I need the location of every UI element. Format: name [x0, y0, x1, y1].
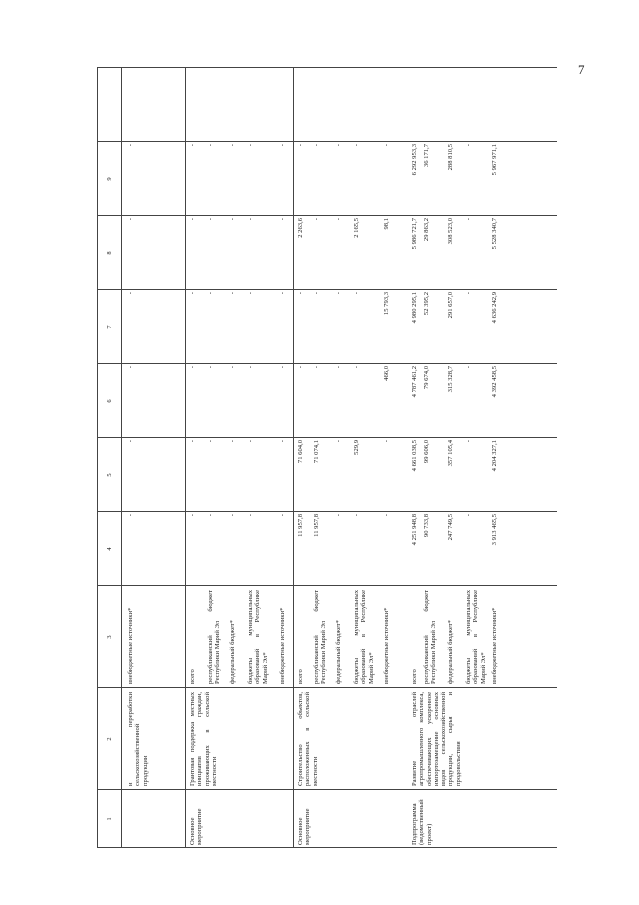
table-cell-value: - [207, 218, 214, 221]
table-cell-value: - [335, 144, 342, 147]
col-border [97, 585, 557, 586]
table-cell-value: - [127, 218, 134, 221]
table-cell-value: - [229, 292, 236, 295]
funding-source: бюджеты муниципальных образований в Республике Марий Эл* [465, 590, 487, 684]
col-border [97, 789, 557, 790]
table-cell-value: - [279, 292, 286, 295]
table-cell-value: - [279, 440, 286, 443]
table-cell-value: 4 392 458,5 [491, 366, 498, 398]
header-col-9: 9 [106, 177, 113, 181]
table-cell-value: 4 204 327,1 [491, 440, 498, 472]
table-cell-value: - [279, 144, 286, 147]
table-cell-value: 98,1 [383, 218, 390, 230]
table-cell-value: - [297, 366, 304, 369]
block-border [185, 68, 186, 848]
table-cell-value: - [127, 144, 134, 147]
table-cell-value: 15 793,3 [383, 292, 390, 316]
table-cell-value: - [207, 514, 214, 517]
table-cell-value: - [189, 440, 196, 443]
header-col-6: 6 [106, 399, 113, 403]
col-border [97, 437, 557, 438]
col-border [97, 687, 557, 688]
table-cell-value: 11 957,8 [313, 514, 320, 537]
table-cell-value: - [465, 218, 472, 221]
block-type-label: Подпрограмма (ведомственный проект) [411, 799, 433, 845]
table-cell-value: 5 986 721,7 [411, 218, 418, 250]
funding-source: внебюджетные источники* [491, 607, 498, 684]
funding-source: внебюджетные источники* [127, 607, 134, 684]
table-cell-value: 466,0 [383, 366, 390, 381]
table-cell-value: - [383, 514, 390, 517]
header-col-3: 3 [106, 635, 113, 639]
table-cell-value: 4 787 461,2 [411, 366, 418, 398]
table-cell-value: - [189, 218, 196, 221]
table-cell-value: 357 105,4 [447, 440, 454, 467]
table-cell-value: - [127, 292, 134, 295]
table-cell-value: - [313, 366, 320, 369]
table-cell-value: - [207, 366, 214, 369]
table-cell-value: - [189, 514, 196, 517]
funding-source: всего [297, 669, 304, 684]
table-cell-value: 2 263,6 [297, 218, 304, 238]
table-cell-value: - [465, 440, 472, 443]
measure-name: Строительство объектов, расположенных в сельской местности [297, 692, 319, 786]
table-cell-value: 291 657,0 [447, 292, 454, 319]
funding-source: федеральный бюджет* [335, 620, 342, 684]
table-cell-value: 11 957,8 [297, 514, 304, 537]
funding-source: бюджеты муниципальных образований в Республике Марий Эл* [353, 590, 375, 684]
table-cell-value: - [127, 366, 134, 369]
table-cell-value: - [383, 440, 390, 443]
table-cell-value: 315 328,7 [447, 366, 454, 393]
table-cell-value: - [465, 292, 472, 295]
header-col-4: 4 [106, 547, 113, 551]
table-cell-value: - [335, 292, 342, 295]
table-cell-value: - [383, 144, 390, 147]
table-cell-value: - [229, 218, 236, 221]
table-cell-value: 4 661 038,5 [411, 440, 418, 472]
table-cell-value: - [247, 440, 254, 443]
table-cell-value: - [313, 144, 320, 147]
table-cell-value: - [279, 218, 286, 221]
table-cell-value: 4 980 295,1 [411, 292, 418, 324]
col-border [97, 289, 557, 290]
table-cell-value: - [247, 514, 254, 517]
funding-source: внебюджетные источники* [383, 607, 390, 684]
table-cell-value: - [229, 514, 236, 517]
header-col-7: 7 [106, 325, 113, 329]
table-cell-value: - [335, 440, 342, 443]
table-cell-value: - [335, 218, 342, 221]
table-cell-value: - [353, 366, 360, 369]
col-border [97, 511, 557, 512]
table-cell-value: 4 636 242,9 [491, 292, 498, 324]
table-cell-value: 36 171,7 [423, 144, 430, 168]
col-border [97, 847, 557, 848]
table-cell-value: - [279, 514, 286, 517]
funding-source: внебюджетные источники* [279, 607, 286, 684]
table-cell-value: 529,9 [353, 440, 360, 455]
table-cell-value: 6 292 953,3 [411, 144, 418, 176]
measure-name: и переработки сельскохозяйственной продукции [127, 692, 149, 786]
header-col-2: 2 [106, 737, 113, 741]
table-cell-value: - [465, 366, 472, 369]
table-cell-value: - [229, 144, 236, 147]
table-cell-value: - [313, 218, 320, 221]
table-cell-value: 5 528 340,7 [491, 218, 498, 250]
funding-source: республиканский бюджет Республики Марий Эл [423, 590, 438, 684]
table-cell-value: - [297, 292, 304, 295]
header-col-5: 5 [106, 473, 113, 477]
table-cell-value: 79 674,0 [423, 366, 430, 390]
block-type-label: Основное мероприятие [297, 808, 312, 845]
table-cell-value: - [353, 144, 360, 147]
block-border [293, 68, 294, 848]
funding-source: бюджеты муниципальных образований в Республике Марий Эл* [247, 590, 269, 684]
budget-table [97, 68, 557, 848]
table-cell-value: - [353, 292, 360, 295]
funding-source: федеральный бюджет* [447, 620, 454, 684]
table-cell-value: 52 395,2 [423, 292, 430, 316]
funding-source: республиканский бюджет Республики Марий Эл [207, 590, 222, 684]
table-cell-value: - [313, 292, 320, 295]
measure-name: Грантовая поддержка местных инициатив граждан, проживающих в сельской местности [189, 692, 218, 786]
block-type-label: Основное мероприятие [189, 808, 204, 845]
funding-source: федеральный бюджет* [229, 620, 236, 684]
table-cell-value: - [247, 292, 254, 295]
header-col-8: 8 [106, 251, 113, 255]
table-cell-value: - [189, 292, 196, 295]
table-cell-value: 4 251 948,8 [411, 514, 418, 546]
rotated-table-sheet [97, 68, 557, 848]
table-cell-value: - [207, 292, 214, 295]
table-cell-value: - [335, 366, 342, 369]
table-cell-value: - [127, 440, 134, 443]
table-cell-value: 288 810,5 [447, 144, 454, 171]
table-cell-value: - [247, 218, 254, 221]
table-cell-value: 3 913 465,5 [491, 514, 498, 546]
col-border [97, 67, 557, 68]
funding-source: всего [189, 669, 196, 684]
row-border [97, 68, 98, 848]
table-cell-value: - [247, 144, 254, 147]
table-cell-value: - [353, 514, 360, 517]
table-cell-value: 308 523,0 [447, 218, 454, 245]
page-number: 7 [578, 62, 585, 77]
header-col-1: 1 [106, 817, 113, 821]
measure-name: Развитие отраслей агропромышленного комплекса, обеспечивающих ускоренное импортозамещение основных видов сельскохозяйственной продукции, сырья и продовольствия [411, 692, 462, 786]
table-cell-value: 2 165,5 [353, 218, 360, 238]
col-border [97, 141, 557, 142]
funding-source: всего [411, 669, 418, 684]
table-cell-value: - [247, 366, 254, 369]
table-cell-value: - [229, 366, 236, 369]
col-border [97, 363, 557, 364]
table-cell-value: - [279, 366, 286, 369]
table-cell-value: 99 606,0 [423, 440, 430, 464]
table-cell-value: 71 074,1 [313, 440, 320, 464]
table-cell-value: 29 863,2 [423, 218, 430, 242]
table-cell-value: - [335, 514, 342, 517]
table-cell-value: 90 733,8 [423, 514, 430, 538]
row-border [121, 68, 122, 848]
table-cell-value: - [189, 144, 196, 147]
table-cell-value: - [207, 144, 214, 147]
funding-source: республиканский бюджет Республики Марий Эл [313, 590, 328, 684]
table-cell-value: - [189, 366, 196, 369]
table-cell-value: - [229, 440, 236, 443]
col-border [97, 215, 557, 216]
table-cell-value: 5 967 971,1 [491, 144, 498, 176]
table-cell-value: - [127, 514, 134, 517]
table-cell-value: - [465, 514, 472, 517]
table-cell-value: 247 749,5 [447, 514, 454, 541]
table-cell-value: - [207, 440, 214, 443]
table-cell-value: - [465, 144, 472, 147]
table-cell-value: 71 604,0 [297, 440, 304, 464]
table-cell-value: - [297, 144, 304, 147]
